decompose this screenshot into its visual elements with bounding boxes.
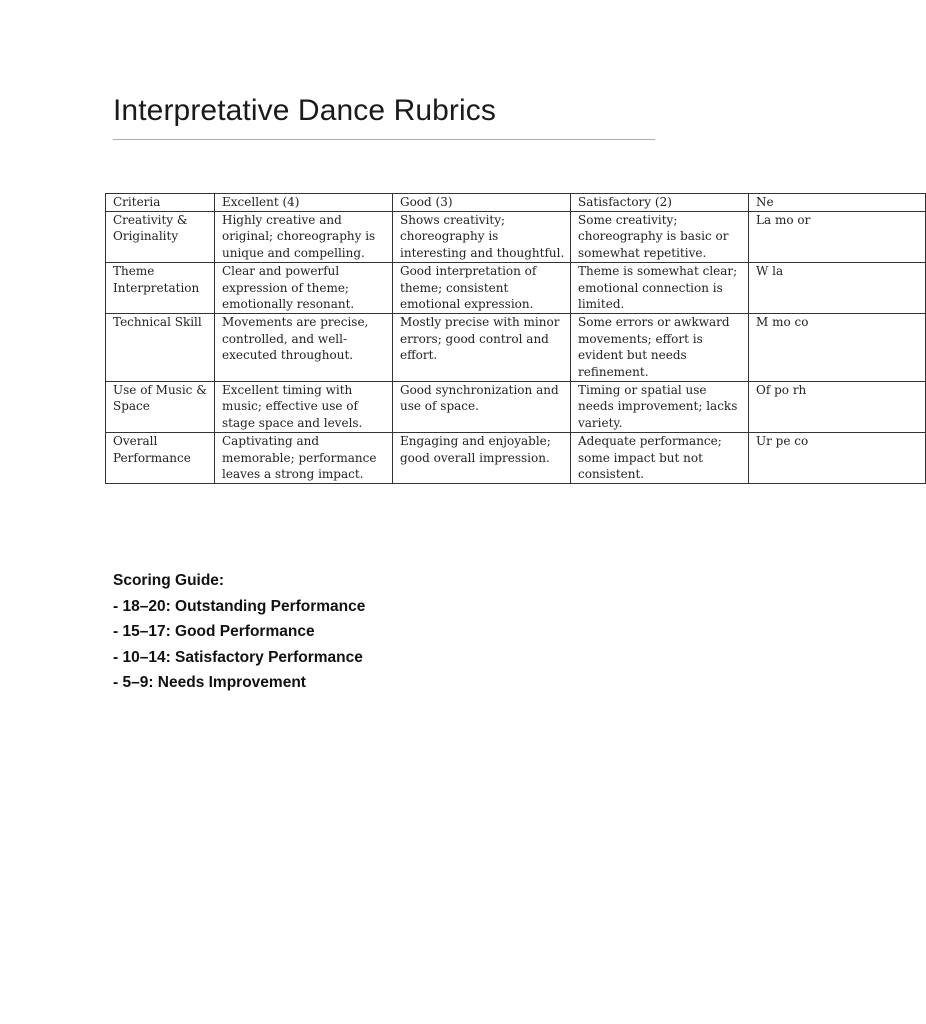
excellent-cell: Highly creative and original; choreography is unique and compelling. <box>215 211 393 262</box>
criterion-cell: Theme Interpretation <box>106 262 215 313</box>
header-cell-excellent: Excellent (4) <box>215 194 393 212</box>
good-cell: Good synchronization and use of space. <box>393 381 571 432</box>
rubric-table-container <box>105 193 811 493</box>
criterion-cell: Creativity & Originality <box>106 211 215 262</box>
header-cell-good: Good (3) <box>393 194 571 212</box>
good-cell: Engaging and enjoyable; good overall impression. <box>393 432 571 483</box>
satisfactory-cell: Adequate performance; some impact but not consistent. <box>571 432 749 483</box>
satisfactory-cell: Timing or spatial use needs improvement; lacks variety. <box>571 381 749 432</box>
excellent-cell: Captivating and memorable; performance leaves a strong impact. <box>215 432 393 483</box>
criterion-cell: Technical Skill <box>106 313 215 381</box>
satisfactory-cell: Some creativity; choreography is basic or somewhat repetitive. <box>571 211 749 262</box>
table-row <box>106 432 926 483</box>
title-underline <box>113 139 655 140</box>
scoring-guide <box>113 568 365 696</box>
criterion-cell: Overall Performance <box>106 432 215 483</box>
scoring-guide-item: - 10–14: Satisfactory Performance <box>113 648 363 666</box>
scoring-guide-item: - 15–17: Good Performance <box>113 623 315 640</box>
header-cell-satisfactory: Satisfactory (2) <box>571 194 749 212</box>
good-cell: Mostly precise with minor errors; good control and effort. <box>393 313 571 381</box>
document-title: Interpretative Dance Rubrics <box>113 94 496 127</box>
scoring-guide-item: - 18–20: Outstanding Performance <box>113 597 366 615</box>
table-row <box>106 211 926 262</box>
satisfactory-cell: Theme is somewhat clear; emotional connection is limited. <box>571 262 749 313</box>
needs-improvement-cell: Ur pe co <box>749 432 926 483</box>
needs-improvement-cell: W la <box>749 262 926 313</box>
table-header-row <box>106 194 926 212</box>
criterion-cell: Use of Music & Space <box>106 381 215 432</box>
scoring-guide-item: - 5–9: Needs Improvement <box>113 674 306 691</box>
rubric-table <box>105 193 926 484</box>
table-row <box>106 313 926 381</box>
excellent-cell: Clear and powerful expression of theme; emotionally resonant. <box>215 262 393 313</box>
header-cell-needs-improvement: Ne <box>749 194 926 212</box>
good-cell: Good interpretation of theme; consistent emotional expression. <box>393 262 571 313</box>
excellent-cell: Excellent timing with music; effective use of stage space and levels. <box>215 381 393 432</box>
needs-improvement-cell: La mo or <box>749 211 926 262</box>
table-row <box>106 381 926 432</box>
needs-improvement-cell: Of po rh <box>749 381 926 432</box>
needs-improvement-cell: M mo co <box>749 313 926 381</box>
satisfactory-cell: Some errors or awkward movements; effort is evident but needs refinement. <box>571 313 749 381</box>
table-row <box>106 262 926 313</box>
scoring-guide-heading: Scoring Guide: <box>113 572 225 589</box>
header-cell-criteria: Criteria <box>106 194 215 212</box>
good-cell: Shows creativity; choreography is interesting and thoughtful. <box>393 211 571 262</box>
excellent-cell: Movements are precise, controlled, and well-executed throughout. <box>215 313 393 381</box>
